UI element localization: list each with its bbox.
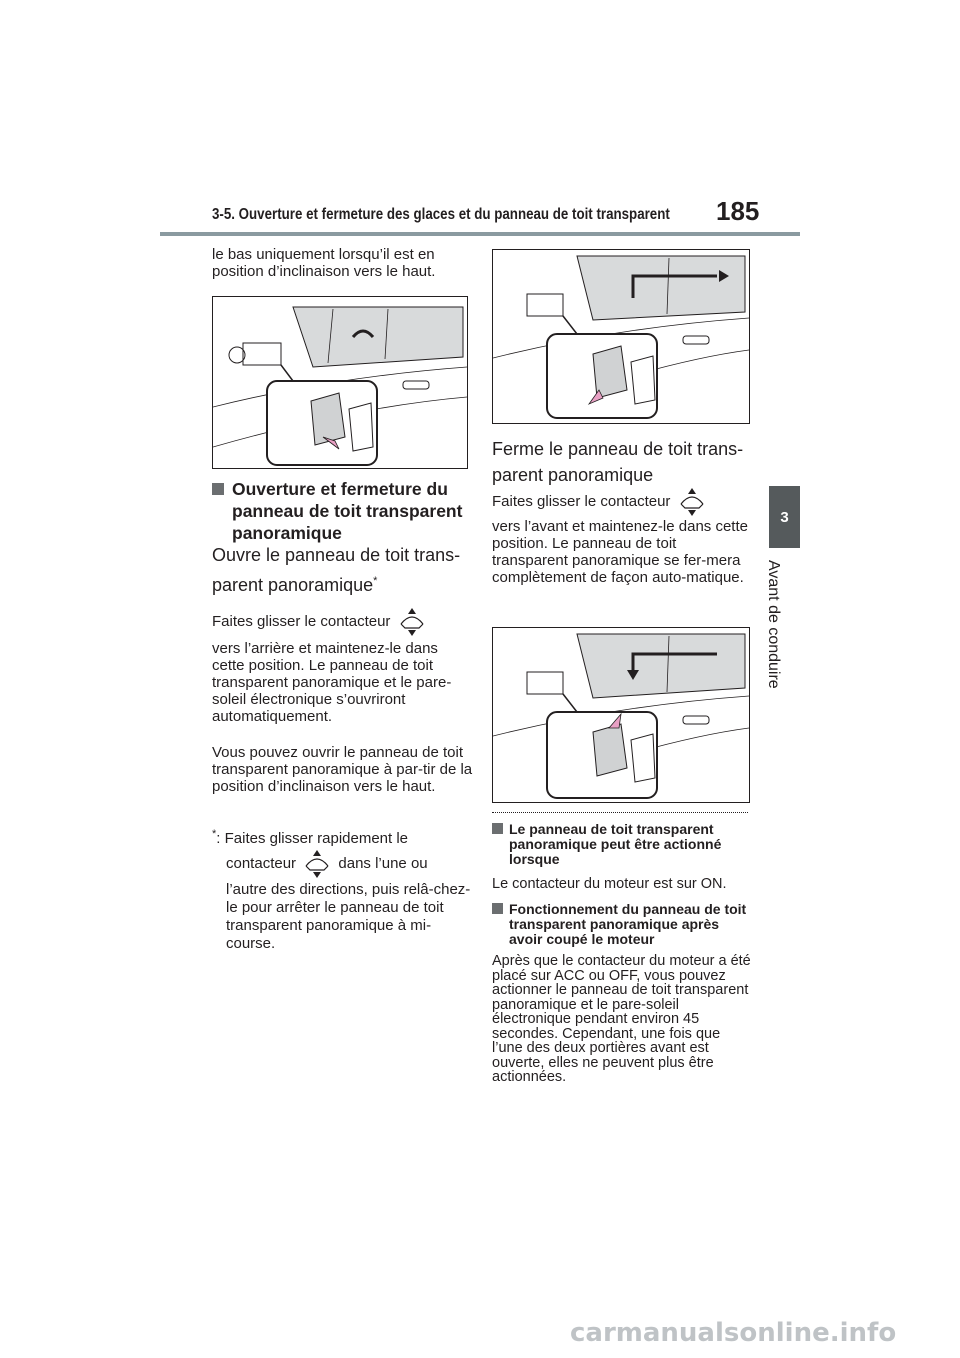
open-title [212, 542, 482, 598]
open-title-line1: Ouvre le panneau de toit trans- [212, 545, 461, 565]
notes-divider [492, 812, 748, 813]
illustration-tilt [213, 297, 467, 468]
figure-close-switch [492, 249, 750, 424]
illustration-close-2 [493, 628, 749, 802]
watermark: carmanualsonline.info [570, 1318, 897, 1348]
section-heading-text: Ouverture et fermeture du panneau de toit transparent panoramique [232, 479, 463, 543]
figure-close-switch-2 [492, 627, 750, 803]
open-body-2: Vous pouvez ouvrir le panneau de toit transparent panoramique à par-tir de la position d’inclinaison vers le haut. [212, 744, 473, 795]
figure-tilt-switch [212, 296, 468, 469]
open-slide-prefix: Faites glisser le contacteur [212, 612, 391, 630]
footnote-line1: : Faites glisser rapidement le [216, 830, 409, 847]
close-slide-prefix: Faites glisser le contacteur [492, 492, 671, 510]
note1-body: Le contacteur du moteur est sur ON. [492, 876, 727, 892]
open-body: vers l’arrière et maintenez-le dans cette position. Le panneau de toit transparent panoramique et le pare-soleil électronique s’ouvriront automatiquement. [212, 640, 452, 725]
intro-paragraph: le bas uniquement lorsqu’il est en position d’inclinaison vers le haut. [212, 246, 436, 280]
slide-switch-icon [395, 606, 429, 638]
illustration-close [493, 250, 749, 423]
footnote-pre: contacteur [226, 855, 297, 872]
footnote-rest: l’autre des directions, puis relâ-chez-le pour arrêter le panneau de toit transparent panoramique à mi-course. [226, 881, 471, 952]
chapter-label-text: Avant de conduire [765, 560, 782, 689]
section-title: 3-5. Ouverture et fermeture des glaces et du panneau de toit transparent [212, 206, 670, 223]
footnote-mark: * [212, 828, 217, 840]
chapter-tab: 3 [769, 486, 800, 548]
note1-heading-text: Le panneau de toit transparent panoramique peut être actionné lorsque [509, 821, 722, 867]
close-title-line1: Ferme le panneau de toit trans- [492, 439, 744, 459]
open-slide-line [212, 606, 482, 638]
intro-text [212, 246, 472, 280]
square-bullet-icon [492, 903, 503, 914]
square-bullet-icon [212, 483, 224, 495]
close-slide-line [492, 486, 762, 518]
close-title-line2: parent panoramique [492, 465, 654, 485]
footnote-post: dans l’une ou [338, 855, 428, 872]
chapter-label [765, 560, 800, 700]
footnote [212, 826, 474, 953]
note2-heading [492, 902, 754, 947]
header-divider [160, 232, 800, 236]
note2-heading-text: Fonctionnement du panneau de toit transparent panoramique après avoir coupé le moteur [509, 901, 747, 947]
section-heading-panoramic [212, 478, 474, 544]
slide-switch-icon [300, 848, 334, 880]
close-body: vers l’avant et maintenez-le dans cette position. Le panneau de toit transparent panoramique se fer-mera complètement de façon auto-matique. [492, 518, 748, 586]
page-number: 185 [716, 196, 760, 226]
note2-body: Après que le contacteur du moteur a été placé sur ACC ou OFF, vous pouvez actionner le panneau de toit transparent panoramique et le pare-soleil électronique pendant environ 45 secondes. Cependant, une fois que l’une des deux portières avant est ouverte, elles ne peuvent plus être actionnées. [492, 953, 751, 1085]
open-title-line2: parent panoramique [212, 575, 374, 595]
slide-switch-icon [675, 486, 709, 518]
open-title-footnote-mark: * [373, 575, 378, 587]
close-title [492, 436, 762, 488]
note1-heading [492, 822, 754, 867]
square-bullet-icon [492, 823, 503, 834]
